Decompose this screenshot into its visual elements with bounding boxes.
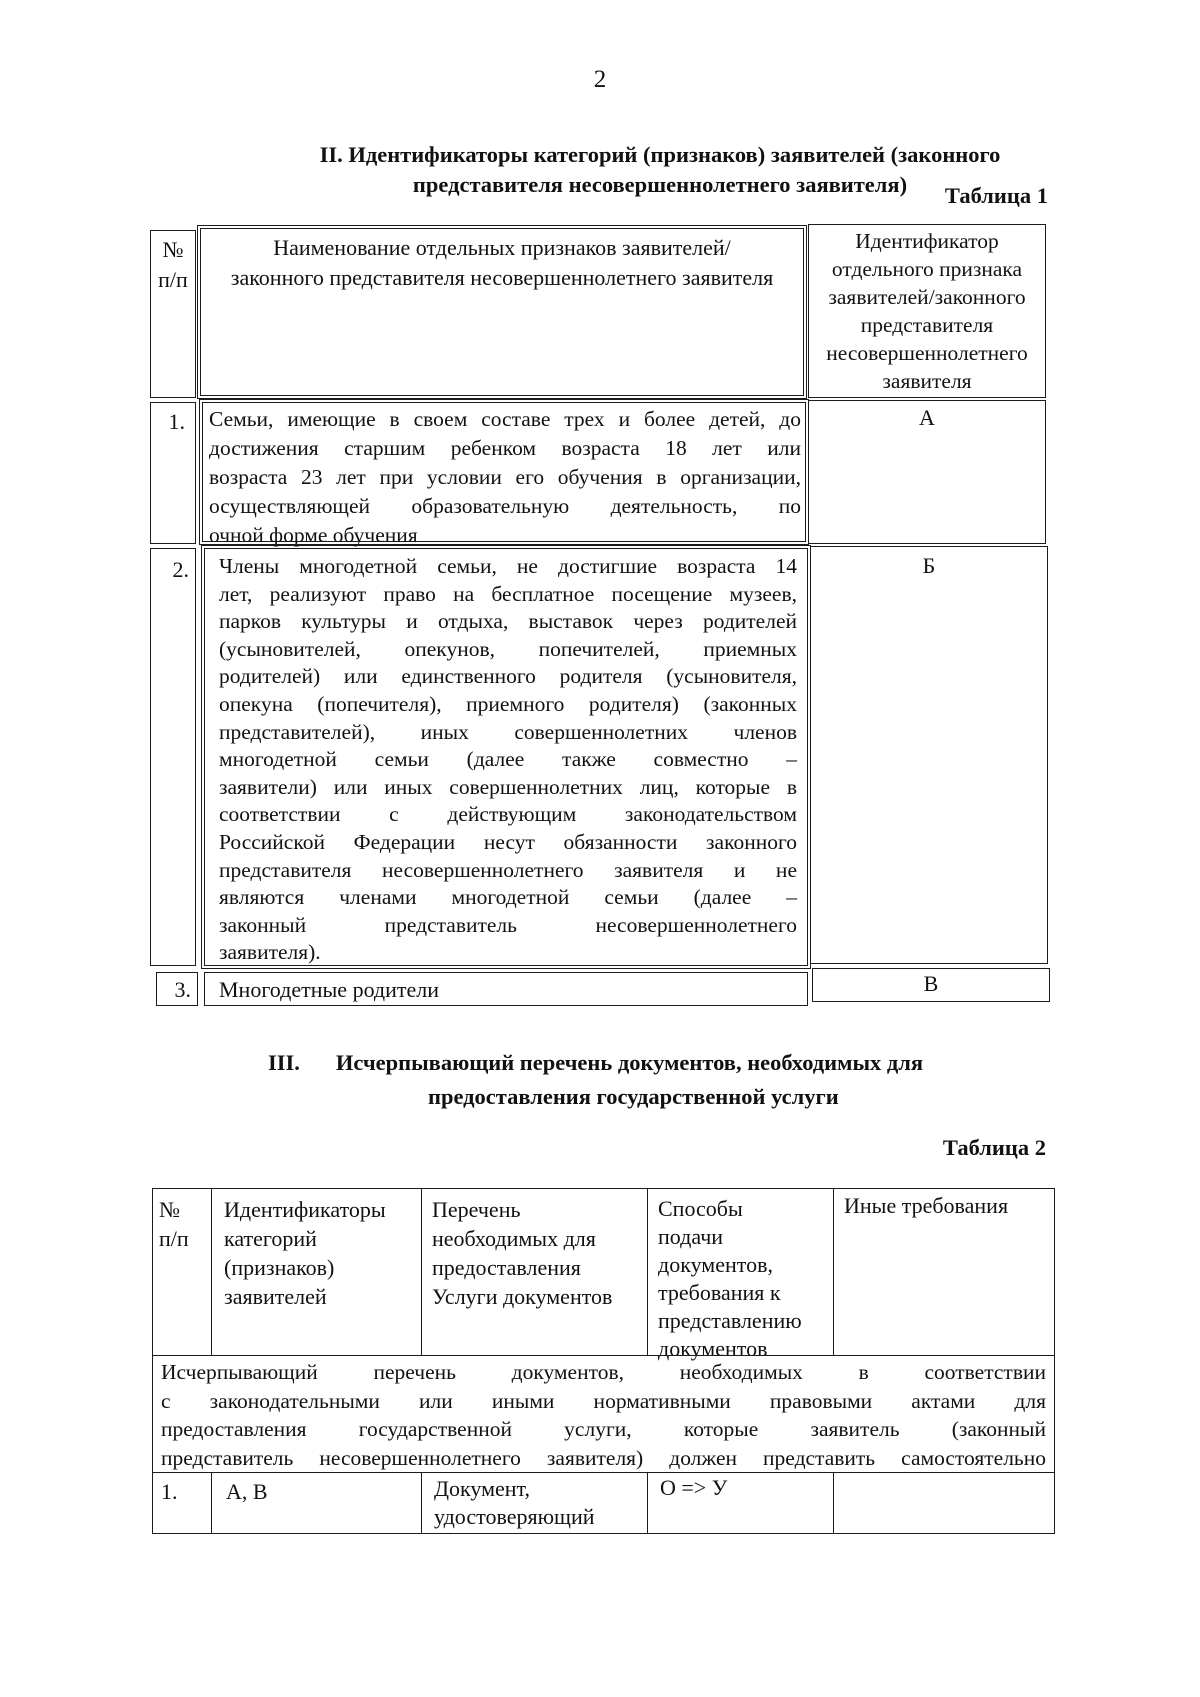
table-row-num: 2. [150,548,196,966]
header-line: Перечень [432,1197,521,1222]
table-2-header-list [421,1188,648,1356]
table-1-header-name [200,228,804,396]
table-1-header-id [808,224,1046,398]
row-doc-line: Документ, [434,1476,531,1501]
table-row-text: Многодетные родители [204,972,808,1006]
header-name-line2: законного представителя несовершеннолетнего заявителя [230,265,774,290]
table-row-id: В [812,968,1050,1002]
header-line: Способы [658,1196,743,1221]
row-text-line: соответствии с действующим законодательством [219,802,797,827]
header-line: категорий [224,1226,317,1251]
row-text-line: (усыновителей, опекунов, попечителей, приемных [219,636,797,661]
header-line: Услуги документов [432,1284,613,1309]
row-text-line: законный представитель несовершеннолетнего [219,912,797,937]
row-text-line: осуществляющей образовательную деятельность, по [209,494,801,518]
header-num-line1: № [162,237,184,262]
row-text-line: достижения старшим ребенком возраста 18 лет или [209,436,801,460]
row-text-line: заявителя). [219,940,321,965]
section-3-title-line1: Исчерпывающий перечень документов, необходимых для [335,1050,924,1075]
header-line: п/п [159,1226,189,1251]
row-doc-line: удостоверяющий [434,1504,595,1529]
page-number: 2 [593,66,607,93]
header-line: документов, [658,1252,773,1277]
header-line: (признаков) [224,1255,335,1280]
table-1-header-num [150,230,196,398]
row-text-line: Российской Федерации несут обязанности законного [219,829,797,854]
merged-row-line: предоставления государственной услуги, которые заявитель (законный [161,1417,1046,1441]
section-3-numeral: III. [268,1050,300,1075]
header-line: документов [658,1336,768,1361]
table-2-row-other [833,1472,1055,1534]
header-id-line: представителя [860,313,994,337]
table-2-merged-row [152,1355,1055,1473]
section-2-title-line1: II. Идентификаторы категорий (признаков) заявителей (законного [319,142,1001,167]
header-id-line: заявителя [882,369,972,393]
header-name-line1: Наименование отдельных признаков заявителей/ [273,235,731,260]
section-2-title-line2: представителя несовершеннолетнего заявителя) [412,172,908,197]
table-2-caption: Таблица 2 [942,1135,1046,1160]
merged-row-line: представитель несовершеннолетнего заявителя) должен представить самостоятельно [161,1445,1046,1470]
table-row-text [204,548,808,966]
row-text-line: лет, реализуют право на бесплатное посещение музеев, [219,581,797,606]
table-row-num: 3. [156,972,198,1006]
header-line: Иные требования [844,1193,1009,1218]
section-3-title-line2: предоставления государственной услуги [428,1084,839,1109]
header-line: № [159,1197,180,1222]
table-2-row-doc [421,1472,648,1534]
section-3-title [268,1046,1088,1114]
header-id-line: заявителей/законного [828,285,1026,309]
row-text-line: очной форме обучения [209,523,418,547]
row-text-line: являются членами многодетной семьи (далее – [219,885,797,910]
row-text-line: опекуна (попечителя), приемного родителя) (законных [219,691,797,716]
header-line: необходимых для [432,1226,596,1251]
row-text-line: представителей), иных совершеннолетних членов [219,719,797,744]
merged-row-line: с законодательными или иными нормативными правовыми актами для [161,1388,1046,1413]
header-line: требования к [658,1280,781,1305]
header-id-line: отдельного признака [831,257,1023,281]
row-text-line: Семьи, имеющие в своем составе трех и более детей, до [209,407,801,431]
header-line: Идентификаторы [224,1197,386,1222]
table-row-text [202,402,806,547]
table-1-caption: Таблица 1 [944,183,1048,208]
header-num-line2: п/п [158,267,188,292]
table-2-row-ids: А, В [211,1472,422,1534]
header-line: представлению [658,1308,802,1333]
row-text-line: многодетной семьи (далее также совместно – [219,747,797,772]
row-text-line: возраста 23 лет при условии его обучения в организации, [209,465,801,489]
row-text-line: родителей) или единственного родителя (усыновителя, [219,664,797,689]
header-line: предоставления [432,1255,581,1280]
table-row-num: 1. [150,402,196,544]
row-text-line: Члены многодетной семьи, не достигшие возраста 14 [219,554,797,578]
table-2-header-ids [211,1188,422,1356]
table-2-row-way: О => У [647,1472,834,1534]
table-2-header-ways [647,1188,834,1361]
row-text-line: представителя несовершеннолетнего заявителя и не [219,857,797,882]
header-id-line: несовершеннолетнего [826,341,1028,365]
header-line: подачи [658,1224,724,1249]
row-text-line: заявители) или иных совершеннолетних лиц, которые в [219,774,797,799]
table-row-id: А [808,400,1046,544]
table-2-header-other [833,1188,1055,1356]
header-id-line: Идентификатор [855,229,999,253]
table-2-row-num: 1. [152,1472,212,1534]
table-row-id: Б [810,546,1048,964]
header-line: заявителей [224,1284,327,1309]
merged-row-line: Исчерпывающий перечень документов, необходимых в соответствии [161,1360,1046,1384]
table-2-header-num [152,1188,212,1356]
row-text-line: парков культуры и отдыха, выставок через родителей [219,609,797,634]
